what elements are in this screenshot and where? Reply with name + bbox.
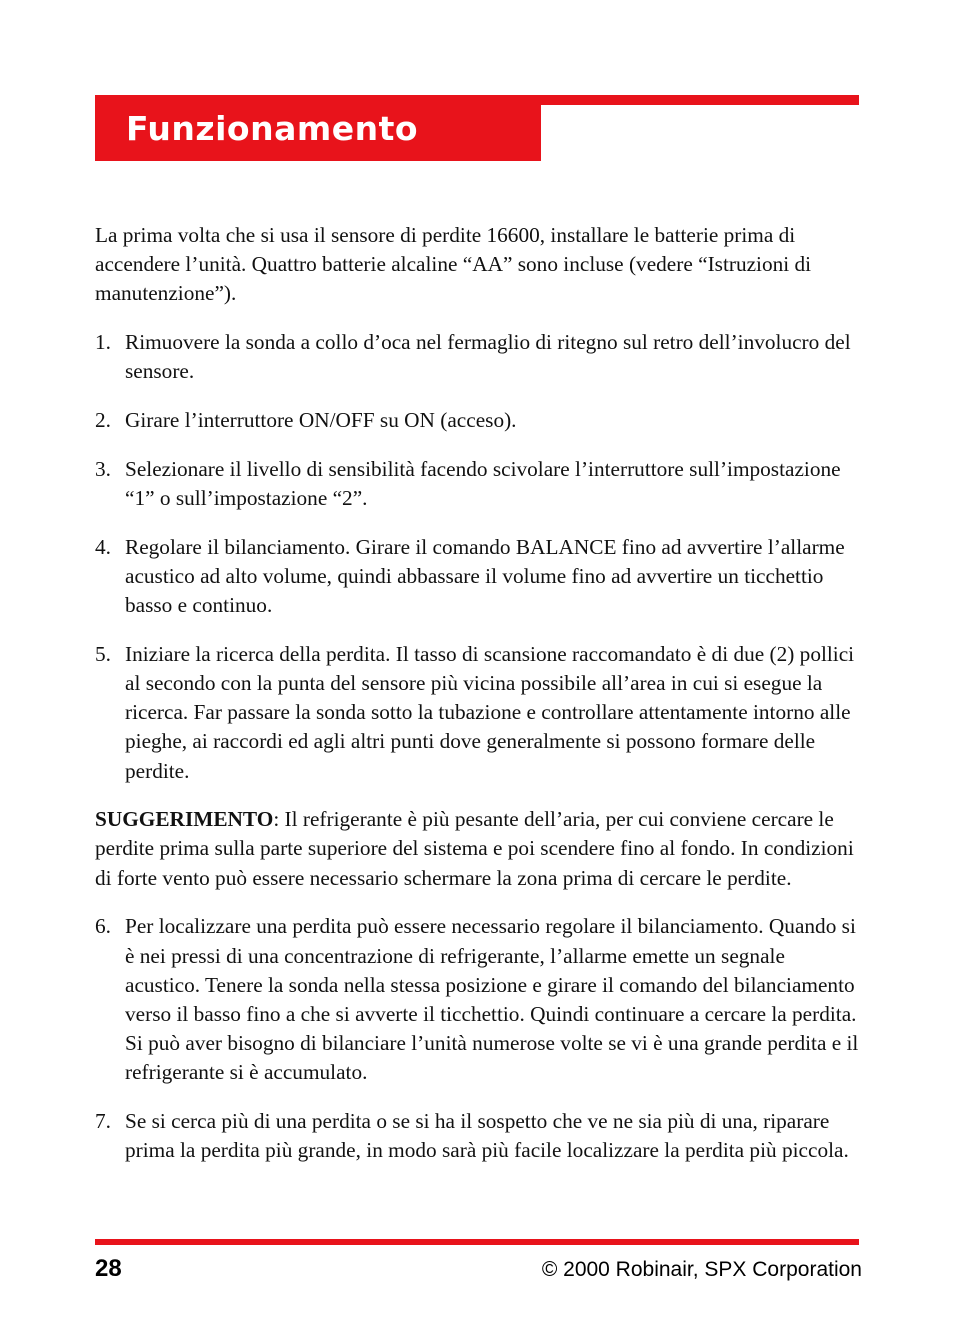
list-item-step-2 [95,406,865,435]
tip-text: : Il refrigerante è più pesante dell’aria, per cui conviene cercare le perdite prima sulla parte superiore del sistema e poi scendere fino al fondo. In condizioni di forte vento può essere necessario schermare la zona prima di cercare le perdite. [95,807,854,890]
list-item-step-1 [95,328,865,386]
step-number: 7. [95,1109,111,1134]
step-number: 6. [95,914,111,939]
footer-rule [95,1239,859,1245]
list-item-step-4 [95,533,865,621]
tip-label: SUGGERIMENTO [95,807,274,832]
step-number: 2. [95,408,111,433]
steps-list-1 [95,328,865,786]
step-text: Per localizzare una perdita può essere necessario regolare il bilanciamento. Quando si è nei pressi di una concentrazione di refrigerante, l’allarme emette un segnale acustico. Tenere la sonda nella stessa posizione e girare il comando del bilanciamento verso il basso fino a che si avverte il ticchettio. Quindi continuare a cercare la perdita. Si può aver bisogno di bilanciare l’unità numerose volte se vi è una grande perdita e il refrigerante si è accumulato. [125,914,859,1085]
list-item-step-5 [95,640,865,786]
step-number: 4. [95,534,111,559]
step-text: Rimuovere la sonda a collo d’oca nel fermaglio di ritegno sul retro dell’involucro del sensore. [125,330,851,384]
page-content [95,221,865,1185]
step-text: Girare l’interruttore ON/OFF su ON (acceso). [125,408,517,433]
tip-paragraph [95,805,865,893]
step-number: 3. [95,456,111,481]
list-item-step-7 [95,1107,865,1165]
step-text: Se si cerca più di una perdita o se si ha il sospetto che ve ne sia più di una, riparare prima la perdita più grande, in modo sarà più facile localizzare la perdita più piccola. [125,1109,849,1163]
step-text: Regolare il bilanciamento. Girare il comando BALANCE fino ad avvertire l’allarme acustico ad alto volume, quindi abbassare il volume fino ad avvertire un ticchettio basso e continuo. [125,534,845,618]
steps-list-2 [95,912,865,1165]
step-text: Selezionare il livello di sensibilità facendo scivolare l’interruttore sull’impostazione “1” o sull’impostazione “2”. [125,456,841,510]
page-number: 28 [95,1255,122,1282]
copyright-notice: © 2000 Robinair, SPX Corporation [541,1258,862,1281]
list-item-step-3 [95,455,865,513]
page-title: Funzionamento [126,109,419,148]
step-number: 1. [95,330,111,355]
intro-paragraph: La prima volta che si usa il sensore di perdite 16600, installare le batterie prima di accendere l’unità. Quattro batterie alcaline “AA” sono incluse (vedere “Istruzioni di manutenzione”). [95,223,812,306]
list-item-step-6 [95,912,865,1087]
step-number: 5. [95,641,111,666]
step-text: Iniziare la ricerca della perdita. Il tasso di scansione raccomandato è di due (2) pollici al secondo con la punta del sensore più vicina possibile all’area in cui si esegue la ricerca. Far passare la sonda sotto la tubazione e controllare attentamente intorno alle pieghe, ai raccordi ed agli altri punti dove generalmente si possono formare delle perdite. [125,641,855,783]
